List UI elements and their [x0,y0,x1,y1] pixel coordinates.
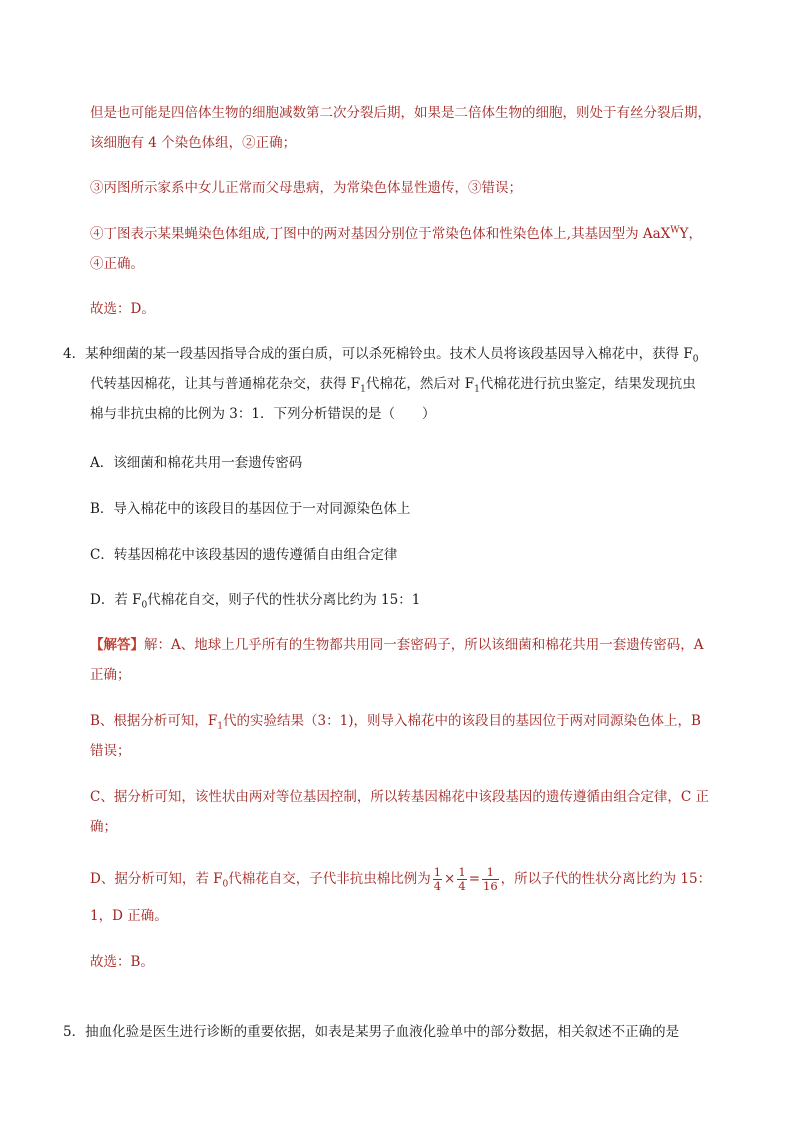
q4-solution-d-sub: 0 [222,879,229,890]
q4-stem-line-3: 棉与非抗虫棉的比例为 3：1．下列分析错误的是（ ） [90,406,436,422]
fraction-one-sixteenth [482,866,499,893]
q4-solution-a-line-2: 正确； [90,667,131,683]
q3-solution-line-1: 但是也可能是四倍体生物的细胞减数第二次分裂后期，如果是二倍体生物的细胞，则处于有丝分裂后期， [90,105,711,121]
q4-option-d-tail: 代棉花自交，则子代的性状分离比约为 15：1 [147,592,421,608]
equals-sign: = [468,871,480,887]
solution-tag: 【解答】 [90,637,144,653]
q4-solution-d-tail: ，所以子代的性状分离比约为 15： [500,871,712,887]
q4-solution-c-line-1: C、据分析可知，该性状由两对等位基因控制，所以转基因棉花中该段基因的遗传遵循由组合定律，C 正 [90,789,709,805]
fraction-denominator: 4 [458,879,466,893]
q4-stem-sub-2a: 1 [360,384,366,395]
q4-solution-d-line-2: 1，D 正确。 [90,908,168,924]
q3-solution-line-2: 该细胞有 4 个染色体组，②正确； [90,135,297,151]
q4-solution-d-line-1 [90,866,711,893]
q3-line4-sup: W [670,225,680,236]
q4-solution-d-text: D、据分析可知，若 F [90,871,223,887]
q4-solution-d-mid: 代棉花自交，子代非抗虫棉比例为 [228,871,431,887]
q3-line4-tail: Y， [679,226,702,242]
q3-solution-line-4 [90,224,702,244]
fraction-one-quarter-b [457,866,466,893]
q4-solution-b-tail: 代的实验结果（3：1)，则导入棉花中的该段目的基因位于两对同源染色体上，B [223,713,701,729]
q3-line4-text: ④丁图表示某果蝇染色体组成,丁图中的两对基因分别位于常染色体和性染色体上,其基因型为 AaX [90,226,671,242]
q4-answer: 故选：B。 [90,954,154,970]
q4-option-a: A．该细菌和棉花共用一套遗传密码 [90,455,303,471]
fraction-one-quarter-a [433,866,442,893]
q4-solution-b-sub: 1 [217,721,224,732]
q4-stem-line-1 [63,344,698,364]
q4-stem-line-2 [90,374,696,394]
q4-option-d-sub: 0 [141,600,148,611]
q4-solution-a-text: 解：A、地球上几乎所有的生物都共用同一套密码子，所以该细菌和棉花共用一套遗传密码，A [144,637,704,653]
q3-answer: 故选：D。 [90,301,155,317]
q4-solution-b-text: B、根据分析可知，F [90,713,218,729]
q3-solution-line-5: ④正确。 [90,256,144,272]
q4-option-c: C．转基因棉花中该段基因的遗传遵循自由组合定律 [90,547,398,563]
times-sign: × [444,871,456,887]
q4-stem-text-1: 4．某种细菌的某一段基因指导合成的蛋白质，可以杀死棉铃虫。技术人员将该段基因导入棉花中，获得 F [63,346,693,362]
fraction-numerator: 1 [433,865,442,879]
q4-option-d [90,590,420,610]
q4-solution-c-line-2: 确； [90,819,117,835]
fraction-denominator: 16 [483,879,498,893]
q4-solution-b-line-1 [90,711,701,731]
q4-option-d-text: D．若 F [90,592,142,608]
fraction-numerator: 1 [458,865,466,879]
fraction-denominator: 4 [433,879,442,893]
q4-stem-sub-2b: 1 [474,384,480,395]
fraction-numerator: 1 [486,865,494,879]
q4-stem-sub-1: 0 [692,354,699,365]
q4-solution-a-line-1 [90,635,704,655]
q4-stem-text-2a: 代转基因棉花，让其与普通棉花杂交，获得 F [90,376,361,392]
q4-stem-text-2c: 代棉花进行抗虫鉴定，结果发现抗虫 [479,376,696,392]
q5-stem-line-1: 5．抽血化验是医生进行诊断的重要依据，如表是某男子血液化验单中的部分数据，相关叙述不正确的是 [63,1024,680,1040]
q4-solution-b-line-2: 错误； [90,743,131,759]
q3-solution-line-3: ③丙图所示家系中女儿正常而父母患病，为常染色体显性遗传，③错误； [90,180,522,196]
q4-stem-text-2b: 代棉花，然后对 F [365,376,475,392]
q4-option-b: B．导入棉花中的该段目的基因位于一对同源染色体上 [90,501,411,517]
